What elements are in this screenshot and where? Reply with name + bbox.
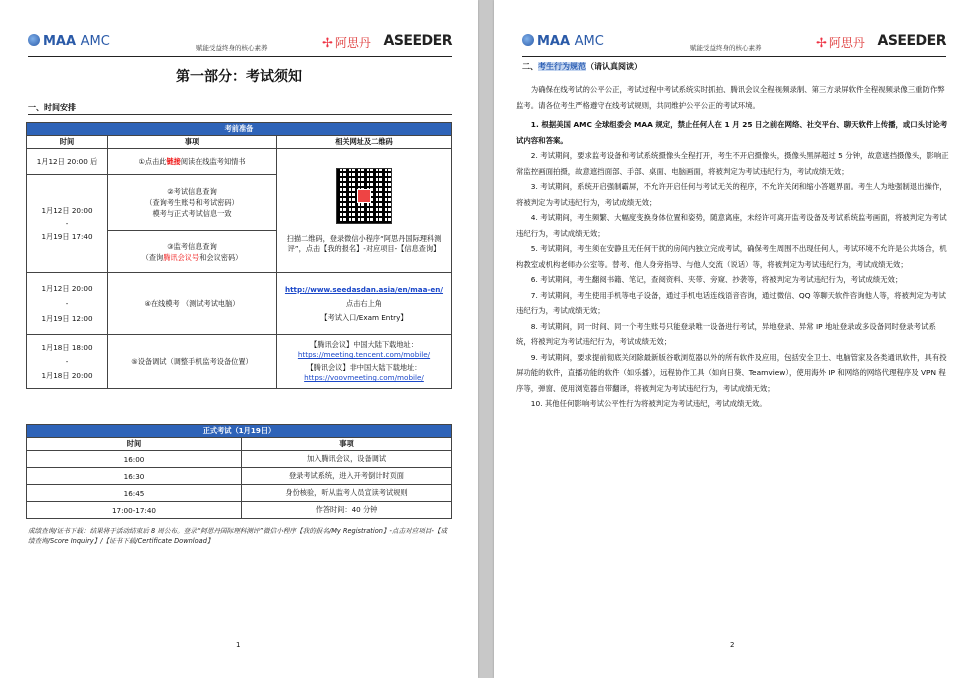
qr-code-icon[interactable]	[336, 168, 392, 224]
slogan: 赋能受益终身的核心素养	[690, 44, 762, 52]
rule-item: 3. 考试期间，系统开启强制霸屏，不允许开启任何与考试无关的程序，不允许关闭和缩小答题界面。考生人为地强制退出操作，将被判定为考试违纪行为，考试成绩无效；	[516, 182, 947, 207]
rule-item: 2. 考试期间，要求监考设备和考试系统摄像头全程打开，考生不开启摄像头，摄像头黑屏超过 5 分钟，故意遮挡摄像头，影响正常监控画面拍摄，故意遮挡面部、手部、桌面、电脑画面，将被判定为考试违纪行为，考试成绩无效；	[516, 151, 949, 176]
asdan-logo: ✢ 阿思丹	[322, 36, 371, 51]
row2-time: 1月12日 20:00 - 1月19日 17:40	[27, 175, 108, 273]
page-1	[0, 0, 478, 678]
page-header	[28, 34, 452, 57]
exam-col-time: 时间	[27, 438, 242, 451]
exam-row-time: 16:45	[27, 485, 242, 502]
exam-row-time: 16:00	[27, 451, 242, 468]
exam-row-item: 身份核验，听从监考人员宣读考试规则	[242, 485, 452, 502]
row5-link: 【腾讯会议】中国大陆下载地址： https://meeting.tencent.com/mobile/ 【腾讯会议】非中国大陆下载地址： https://voovmeeting.com/mobile/	[277, 335, 452, 389]
col-time: 时间	[27, 136, 108, 149]
globe-icon	[522, 34, 534, 46]
rule-item: 8. 考试期间，同一时间、同一个考生账号只能登录唯一设备进行考试，异地登录、异常 IP 地址登录或多设备同时登录考试系统，将被判定为考试违纪行为，考试成绩无效；	[516, 321, 936, 346]
rule-item: 7. 考试期间，考生使用手机等电子设备，通过手机电话连线语音咨询，通过微信、QQ 等聊天软件咨询他人等，将被判定为考试违纪行为，考试成绩无效；	[516, 290, 946, 315]
row5-time: 1月18日 18:00 - 1月18日 20:00	[27, 335, 108, 389]
exam-row-time: 17:00-17:40	[27, 502, 242, 519]
rule-item: 5. 考试期间，考生须在安静且无任何干扰的房间内独立完成考试，确保考生周围不出现任何人，考试环境不允许是公共场合，机构教室或机构老师办公室等。替考、他人身旁指导、与他人交流（说话）等，将被判定为考试违纪行为，考试成绩无效；	[516, 244, 947, 269]
conduct-body	[516, 82, 950, 412]
highlighted-title: 考生行为规范	[538, 62, 586, 71]
tencent-cn-url[interactable]: https://meeting.tencent.com/mobile/	[297, 350, 431, 359]
prep-table	[26, 122, 452, 389]
row2-item: ②考试信息查询 （查询考生账号和考试密码） 模考与正式考试信息一致	[108, 175, 277, 231]
prep-band: 考前准备	[27, 123, 452, 136]
section-heading-schedule: 一、时间安排	[28, 102, 452, 115]
row5-item: ⑤设备调试（调整手机监考设备位置）	[108, 335, 277, 389]
exam-row-item: 登录考试系统，进入开考倒计时页面	[242, 468, 452, 485]
notice-link[interactable]: 链接	[166, 156, 181, 166]
rule-item: 1. 根据美国 AMC 全球组委会 MAA 规定，禁止任何人在 1 月 25 日之前在网络、社交平台、聊天软件上传播，或口头讨论考试内容和答案。	[516, 120, 948, 145]
row1-time: 1月12日 20:00 后	[27, 149, 108, 175]
row3-item: ③监考信息查询 （查询腾讯会议号和会议密码）	[108, 231, 277, 273]
section-heading-conduct: 二、考生行为规范（请认真阅读）	[522, 62, 642, 71]
globe-icon	[28, 34, 40, 46]
rule-item: 4. 考试期间，考生频繁、大幅度变换身体位置和姿势，随意离座，未经许可离开监考设备及考试系统监考画面，将被判定为考试违纪行为，考试成绩无效；	[516, 213, 947, 238]
mock-exam-url[interactable]: http://www.seedasdan.asia/en/maa-en/	[284, 284, 444, 294]
row1-item: ①点击此链接阅读在线监考知情书	[108, 149, 277, 175]
slogan: 赋能受益终身的核心素养	[196, 44, 268, 52]
asdan-star-icon: ✢	[322, 36, 333, 51]
exam-col-item: 事项	[242, 438, 452, 451]
score-note: 成绩查询/证书下载：结果将于活动结束后 8 周公布。登录“阿思丹国际理科测评”微信小程序【我的报名/My Registration】-点击对应项目-【成绩查询/Score Inquiry】/【证书下载/Certificate Download】	[28, 527, 448, 545]
row4-time: 1月12日 20:00 - 1月19日 12:00	[27, 273, 108, 335]
exam-row-item: 作答时间：40 分钟	[242, 502, 452, 519]
qr-cell	[277, 149, 452, 273]
row4-item: ④在线模考 （测试考试电脑）	[108, 273, 277, 335]
asdan-logo: ✢ 阿思丹	[816, 36, 865, 51]
row4-link: http://www.seedasdan.asia/en/maa-en/ 点击右上角 【考试入口/Exam Entry】	[277, 273, 452, 335]
voov-intl-url[interactable]: https://voovmeeting.com/mobile/	[304, 373, 424, 382]
qr-instructions: 扫描二维码，登录微信小程序“阿思丹国际理科测评”，点击【我的报名】-对应项目-【信息查询】	[286, 233, 442, 253]
col-link: 相关网址及二维码	[277, 136, 452, 149]
rule-item: 6. 考试期间，考生翻阅书籍、笔记，查阅资料、夹带、旁窥、抄袭等，将被判定为考试违纪行为，考试成绩无效；	[530, 275, 903, 284]
aseeder-logo: ASEEDER	[383, 33, 452, 49]
rule-item: 9. 考试期间，要求提前彻底关闭除最新版谷歌浏览器以外的所有软件及应用，包括安全卫士、电脑管家及各类通讯软件，具有投屏功能的软件，直播功能的软件（如乐播），远程协作工具（如向日葵、Teamview），使用海外 IP 和网络的网络代理程序及 VPN 程序等，弹窗、使用浏览器自带翻译，将被判定为考试违纪行为，考试成绩无效；	[516, 352, 947, 393]
rule-item: 10. 其他任何影响考试公平性行为将被判定为考试违纪，考试成绩无效。	[530, 399, 767, 408]
exam-row-time: 16:30	[27, 468, 242, 485]
maa-amc-logo: MAA AMC	[28, 34, 110, 49]
exam-row-item: 加入腾讯会议，设备调试	[242, 451, 452, 468]
page-number: 1	[236, 641, 241, 649]
intro-paragraph: 为确保在线考试的公平公正，考试过程中考试系统实时抓拍、腾讯会议全程视频录制、第三方录屏软件全程视频录像三重防作弊监考。请各位考生严格遵守在线考试规则，共同维护公平公正的考试环境。	[516, 85, 945, 110]
aseeder-logo: ASEEDER	[877, 33, 946, 49]
maa-amc-logo: MAA AMC	[522, 34, 604, 49]
page-number: 2	[730, 641, 735, 649]
page-title: 第一部分：考试须知	[176, 69, 302, 85]
exam-band: 正式考试（1月19日）	[27, 425, 452, 438]
col-item: 事项	[108, 136, 277, 149]
page-2	[494, 0, 972, 678]
page-header	[522, 34, 946, 57]
exam-table	[26, 424, 452, 519]
asdan-star-icon: ✢	[816, 36, 827, 51]
